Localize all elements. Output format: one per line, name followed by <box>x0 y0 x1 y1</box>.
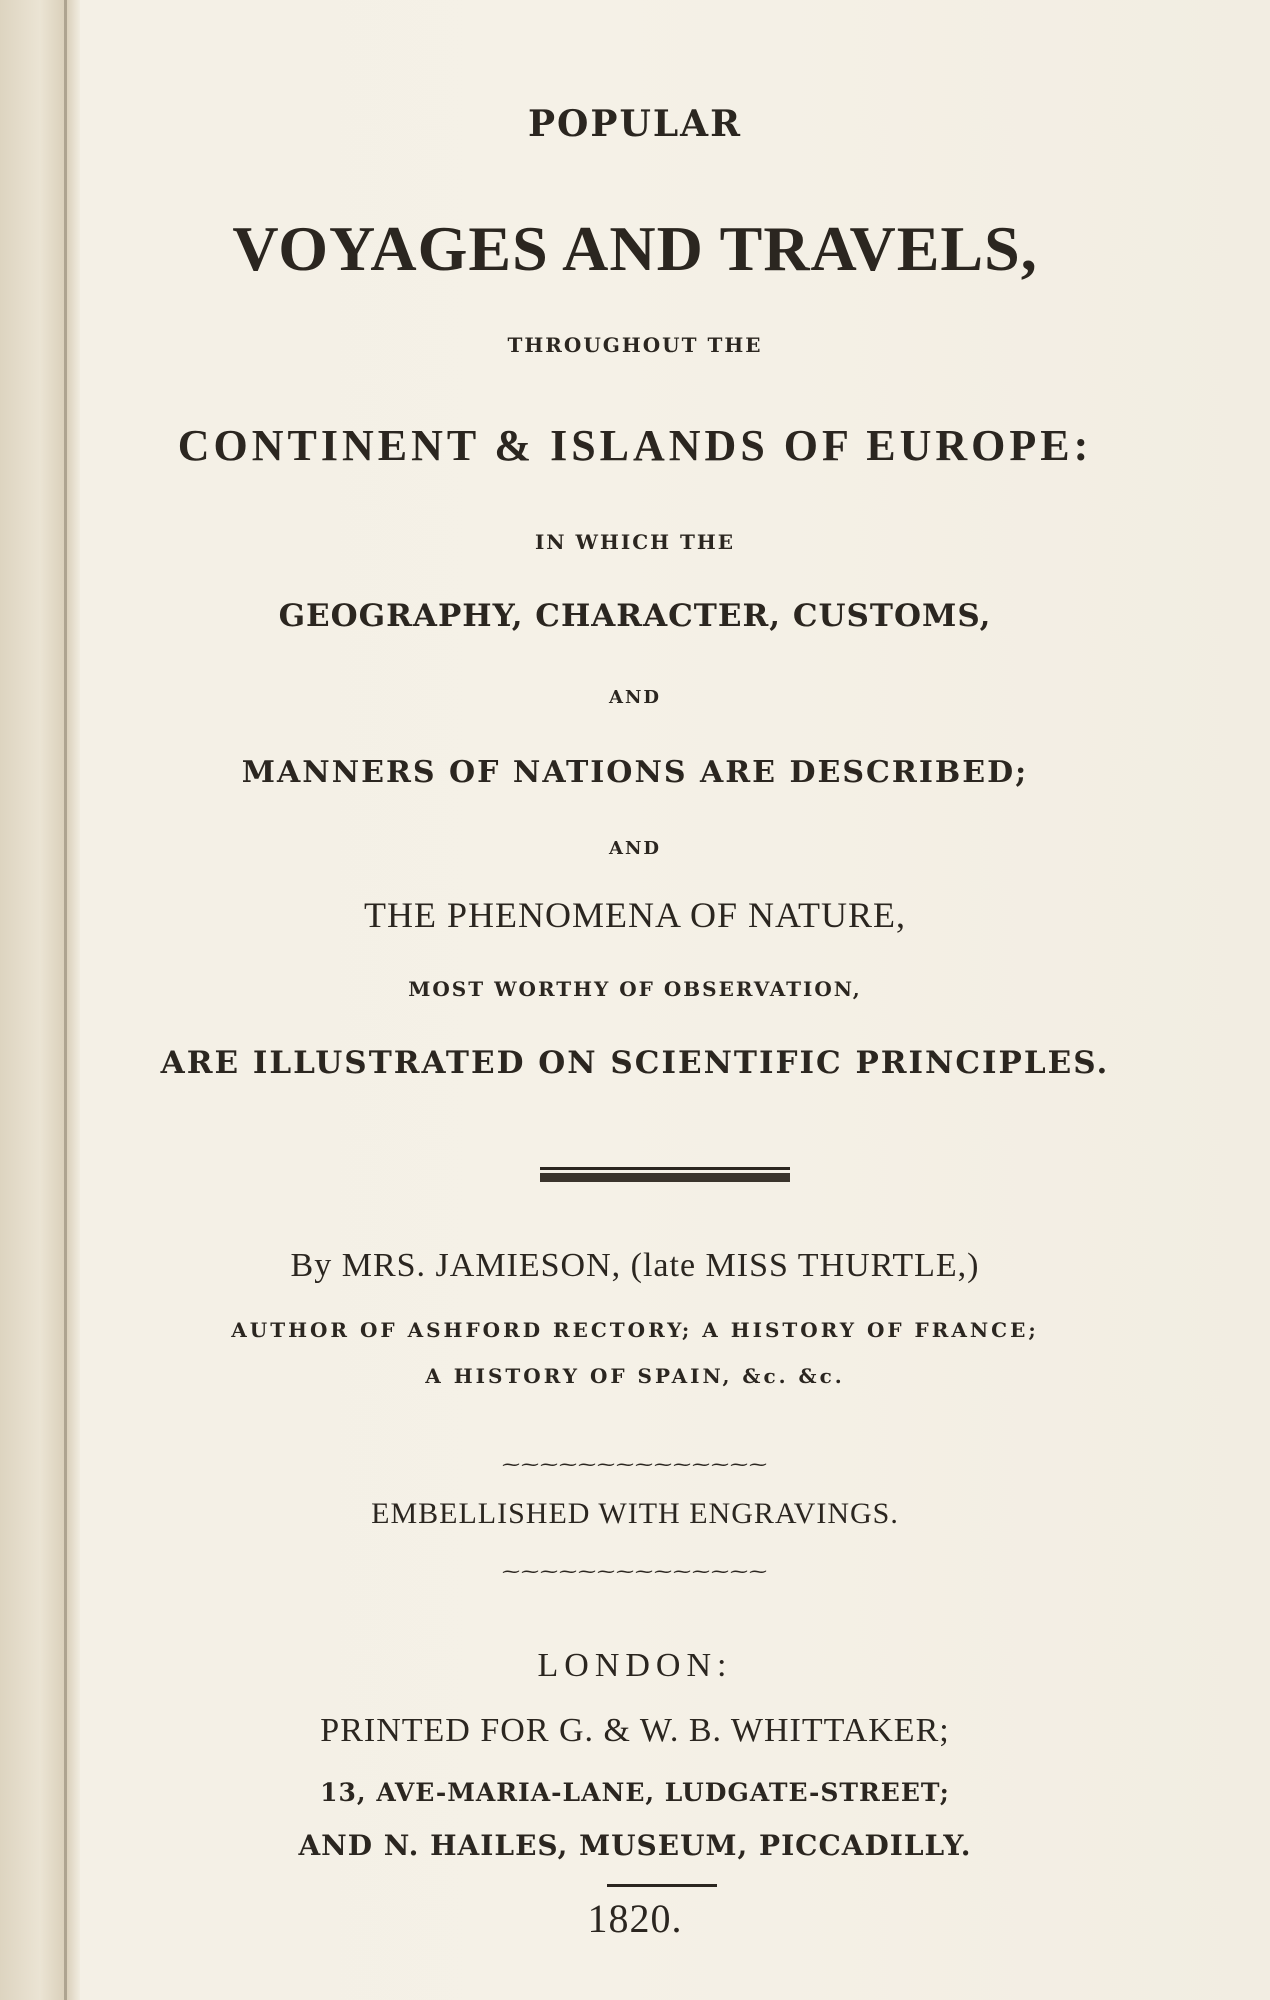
imprint-year: 1820. <box>587 1896 683 1941</box>
author-line: By MRS. JAMIESON, (late MISS THURTLE,) <box>290 1247 980 1284</box>
text-and-2: AND <box>608 838 662 859</box>
text-and-1: AND <box>608 687 662 708</box>
text-phenomena: THE PHENOMENA OF NATURE, <box>363 895 906 935</box>
text-in-which: IN WHICH THE <box>534 530 736 554</box>
main-title: VOYAGES AND TRAVELS, <box>232 213 1038 284</box>
author-works-line-2: A HISTORY OF SPAIN, &c. &c. <box>425 1364 845 1388</box>
heading-popular: POPULAR <box>527 103 743 145</box>
text-most-worthy: MOST WORTHY OF OBSERVATION, <box>408 977 862 1001</box>
ornament-border-top: ⁓⁓⁓⁓⁓⁓⁓⁓⁓⁓⁓⁓⁓⁓ <box>502 1454 768 1475</box>
ornament-border-bottom: ⁓⁓⁓⁓⁓⁓⁓⁓⁓⁓⁓⁓⁓⁓ <box>502 1561 768 1582</box>
text-manners: MANNERS OF NATIONS ARE DESCRIBED; <box>241 755 1029 790</box>
year-rule <box>607 1884 717 1887</box>
text-illustrated: ARE ILLUSTRATED ON SCIENTIFIC PRINCIPLES. <box>160 1045 1110 1081</box>
text-embellished: EMBELLISHED WITH ENGRAVINGS. <box>371 1497 899 1530</box>
text-geography: GEOGRAPHY, CHARACTER, CUSTOMS, <box>278 598 992 634</box>
decorative-rule <box>540 1167 790 1183</box>
imprint-printed-for: PRINTED FOR G. & W. B. WHITTAKER; <box>320 1712 950 1749</box>
subtitle-continent: CONTINENT & ISLANDS OF EUROPE: <box>177 421 1093 470</box>
imprint-address: 13, AVE-MARIA-LANE, LUDGATE-STREET; <box>320 1778 950 1807</box>
subtitle-throughout: THROUGHOUT THE <box>507 333 763 357</box>
author-works-line-1: AUTHOR OF ASHFORD RECTORY; A HISTORY OF FRANCE; <box>231 1318 1039 1342</box>
imprint-hailes: AND N. HAILES, MUSEUM, PICCADILLY. <box>298 1829 972 1862</box>
imprint-london: LONDON: <box>537 1647 733 1684</box>
